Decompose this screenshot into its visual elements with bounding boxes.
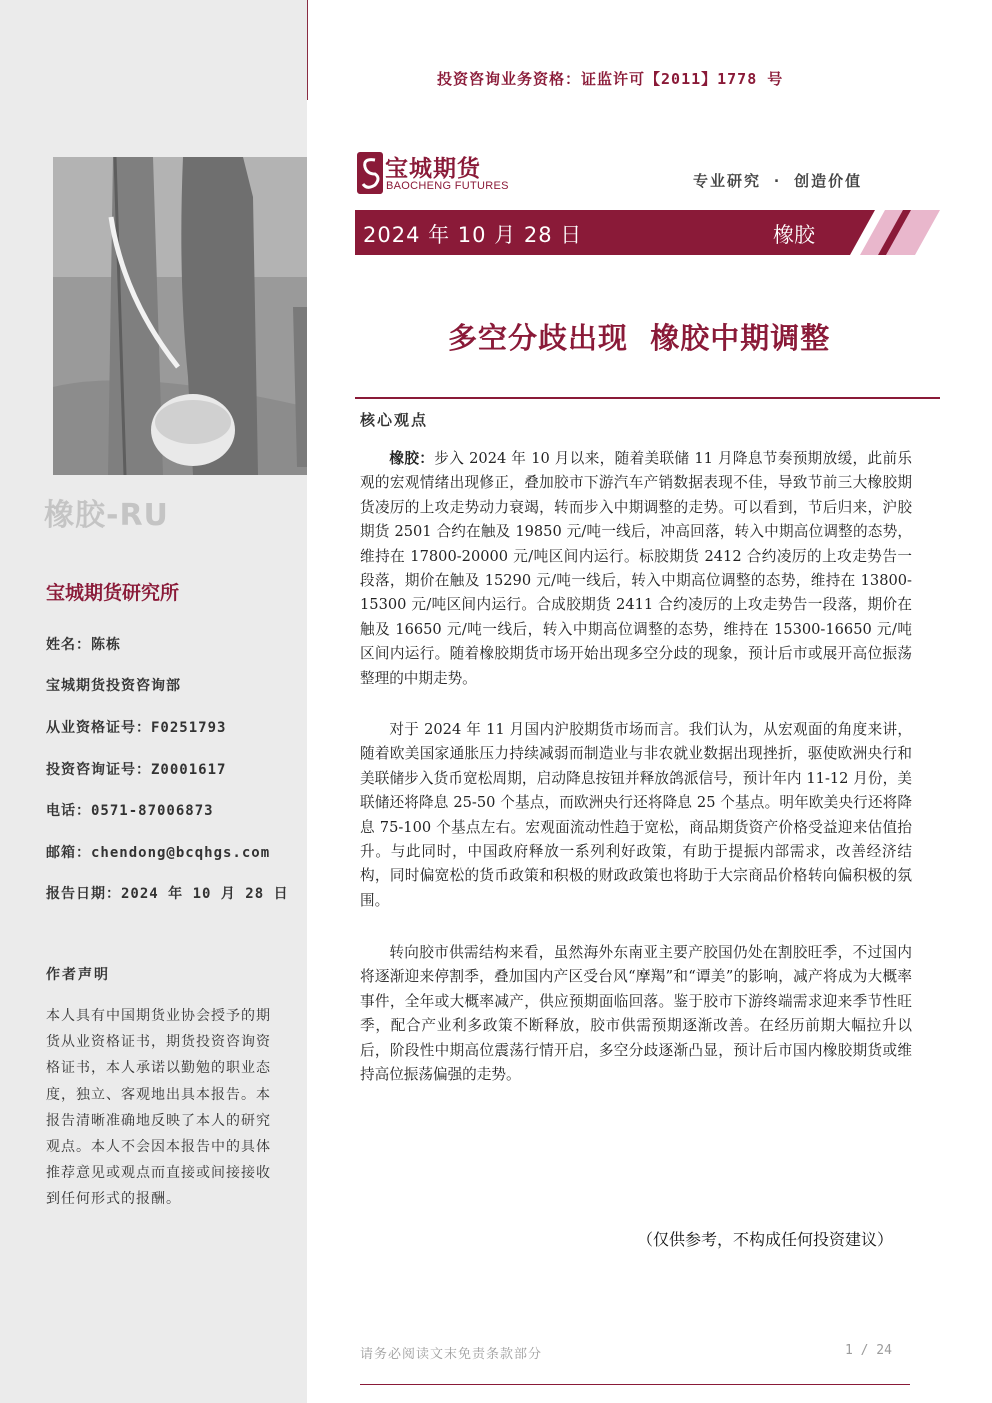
footer-divider	[360, 1384, 910, 1385]
paragraph-1-lead: 橡胶：	[389, 450, 435, 467]
paragraph-2-text: 对于 2024 年 11 月国内沪胶期货市场而言。我们认为，从宏观面的角度来讲，随着欧美国家通胀压力持续减弱而制造业与非农就业数据出现挫折，驱使欧洲央行和美联储步入货币宽松周期，启动降息按钮并释放鸽派信号，预计年内 11-12 月份，美联储还将降息 25-50 个基点，而欧洲央行还将降息 25 个基点。明年欧美央行还将降息 75-100 个基点左右。宏观面流动性趋于宽松，商品期货资产价格受益迎来估值抬升。与此同时，中国政府释放一系列利好政策，有助于提振内部需求，改善经济结构，同时偏宽松的货币政策和积极的财政政策也将助于大宗商品价格转向偏积极的氛围。	[360, 721, 912, 909]
declaration-title: 作者声明	[46, 967, 110, 983]
paragraph-3	[360, 941, 912, 1087]
paragraph-2	[360, 718, 912, 913]
qualification-number: 从业资格证号：F0251793	[46, 720, 227, 736]
banner-date: 2024 年 10 月 28 日	[363, 223, 583, 247]
analyst-name: 姓名：陈栋	[46, 637, 121, 653]
slogan: 专业研究 · 创造价值	[693, 172, 863, 190]
page-number: 1 / 24	[845, 1343, 892, 1358]
paragraph-3-text: 转向胶市供需结构来看，虽然海外东南亚主要产胶国仍处在割胶旺季，不过国内将逐渐迎来停割季，叠加国内产区受台风“摩羯”和“谭美”的影响，减产将成为大概率事件，全年或大概率减产，供应预期面临回落。鉴于胶市下游终端需求迎来季节性旺季，配合产业利多政策不断释放，胶市供需预期逐渐改善。在经历前期大幅拉升以后，阶段性中期高位震荡行情开启，多空分歧逐渐凸显，预计后市国内橡胶期货或维持高位振荡偏强的走势。	[360, 944, 912, 1084]
logo-mark-icon	[357, 152, 383, 194]
footer-note: 请务必阅读文末免责条款部分	[360, 1347, 543, 1362]
department: 宝城期货投资咨询部	[46, 678, 181, 694]
logo-text-en: BAOCHENG FUTURES	[386, 180, 509, 192]
phone: 电话：0571-87006873	[46, 803, 214, 819]
email: 邮箱：chendong@bcqhgs.com	[46, 845, 271, 861]
logo-text-cn: 宝城期货	[385, 156, 481, 182]
rubber-tapping-photo	[53, 157, 307, 475]
sidebar-divider	[307, 0, 308, 100]
company-logo	[357, 150, 527, 196]
declaration-text: 本人具有中国期货业协会授予的期货从业资格证书，期货投资咨询资格证书，本人承诺以勤勉的职业态度，独立、客观地出具本报告。本报告清晰准确地反映了本人的研究观点。本人不会因本报告中的具体推荐意见或观点而直接或间接接收到任何形式的报酬。	[46, 1008, 271, 1208]
license-line: 投资咨询业务资格：证监许可【2011】1778 号	[437, 70, 784, 88]
section-title: 核心观点	[360, 411, 429, 429]
institute-name: 宝城期货研究所	[46, 582, 180, 604]
product-code: 橡胶-RU	[44, 498, 169, 533]
advisory-number: 投资咨询证号：Z0001617	[46, 762, 227, 778]
paragraph-1-text: 步入 2024 年 10 月以来，随着美联储 11 月降息节奏预期放缓，此前乐观的宏观情绪出现修正，叠加胶市下游汽车产销数据表现不佳，导致节前三大橡胶期货凌厉的上攻走势动力衰竭，转而步入中期调整的走势。可以看到，节后归来，沪胶期货 2501 合约在触及 19850 元/吨一线后，冲高回落，转入中期高位调整的态势，维持在 17800-20000 元/吨区间内运行。标胶期货 2412 合约凌厉的上攻走势告一段落，期价在触及 15290 元/吨一线后，转入中期高位调整的态势，维持在 13800-15300 元/吨区间内运行。合成胶期货 2411 合约凌厉的上攻走势告一段落，期价在触及 16650 元/吨一线后，转入中期高位调整的态势，维持在 15300-16650 元/吨区间内运行。随着橡胶期货市场开始出现多空分歧的现象，预计后市或展开高位振荡整理的中期走势。	[360, 450, 912, 687]
title-divider	[355, 397, 940, 399]
report-title: 多空分歧出现 橡胶中期调整	[448, 321, 831, 355]
disclaimer: （仅供参考，不构成任何投资建议）	[637, 1230, 894, 1249]
date-banner	[355, 210, 940, 255]
paragraph-1	[360, 447, 912, 691]
banner-product: 橡胶	[773, 223, 815, 247]
report-date: 报告日期：2024 年 10 月 28 日	[46, 886, 289, 902]
